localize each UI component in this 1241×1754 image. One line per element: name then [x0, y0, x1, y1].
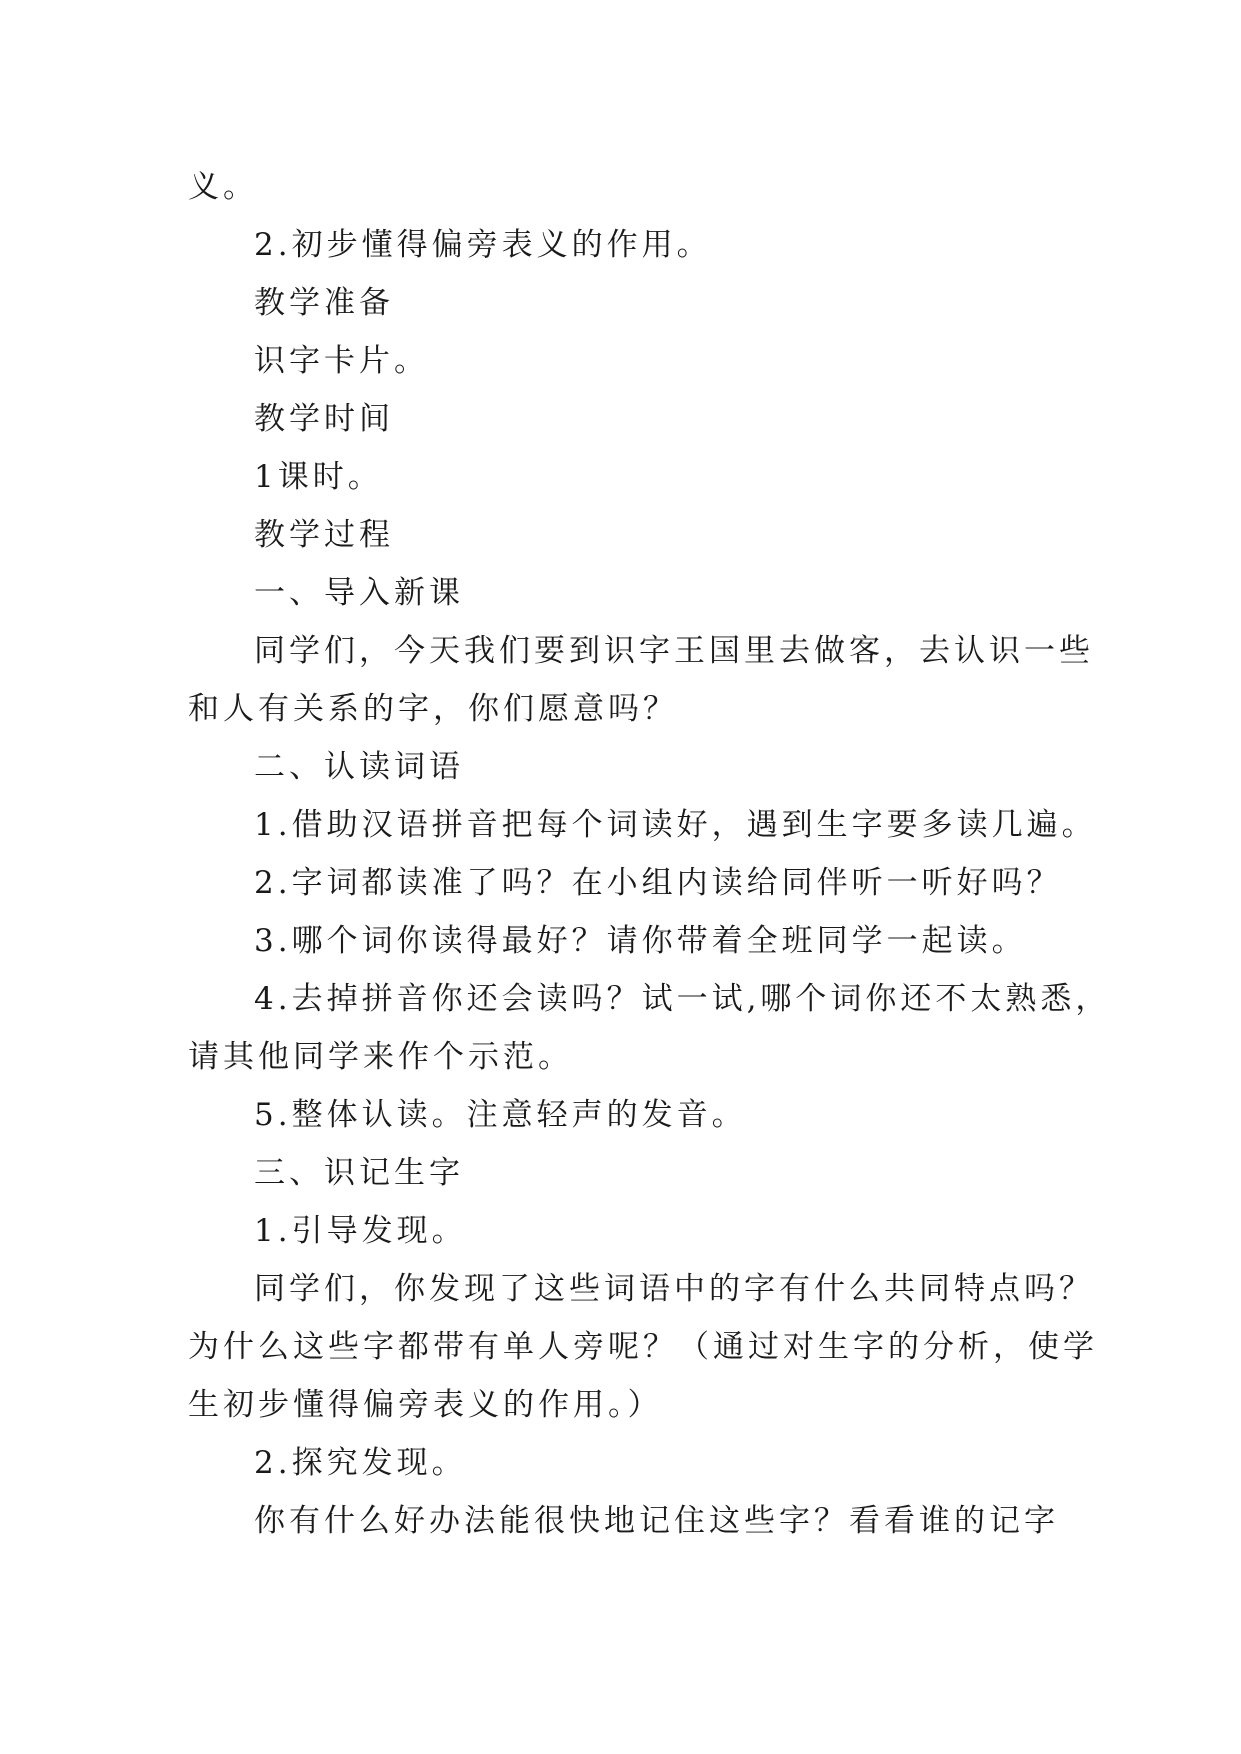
text-line: 识字卡片。: [254, 343, 429, 379]
text-line: 4.去掉拼音你还会读吗？试一试,哪个词你还不太熟悉，: [254, 981, 1111, 1017]
text-line: 义。: [188, 169, 258, 205]
text-line: 为什么这些字都带有单人旁呢？（通过对生字的分析，使学: [188, 1329, 1098, 1365]
text-line: 1.借助汉语拼音把每个词读好，遇到生字要多读几遍。: [254, 807, 1097, 843]
section-heading: 教学时间: [254, 401, 394, 437]
section-heading: 一、导入新课: [254, 575, 464, 611]
text-line: 同学们，你发现了这些词语中的字有什么共同特点吗？: [254, 1271, 1094, 1307]
text-line: 2.初步懂得偏旁表义的作用。: [254, 227, 712, 263]
text-line: 3.哪个词你读得最好？请你带着全班同学一起读。: [254, 923, 1027, 959]
text-line: 2.探究发现。: [254, 1445, 467, 1481]
text-line: 1.引导发现。: [254, 1213, 467, 1249]
text-line: 5.整体认读。注意轻声的发音。: [254, 1097, 747, 1133]
text-line: 你有什么好办法能很快地记住这些字？看看谁的记字: [254, 1503, 1059, 1539]
text-line: 同学们，今天我们要到识字王国里去做客，去认识一些: [254, 633, 1094, 669]
document-body: [188, 158, 1111, 1550]
text-line: 2.字词都读准了吗？在小组内读给同伴听一听好吗？: [254, 865, 1062, 901]
section-heading: 三、识记生字: [254, 1155, 464, 1191]
text-line: 1课时。: [254, 459, 383, 495]
text-line: 生初步懂得偏旁表义的作用。）: [188, 1387, 663, 1423]
text-line: 请其他同学来作个示范。: [188, 1039, 573, 1075]
text-line: 和人有关系的字，你们愿意吗？: [188, 691, 678, 727]
section-heading: 教学准备: [254, 285, 394, 321]
section-heading: 教学过程: [254, 517, 394, 553]
section-heading: 二、认读词语: [254, 749, 464, 785]
